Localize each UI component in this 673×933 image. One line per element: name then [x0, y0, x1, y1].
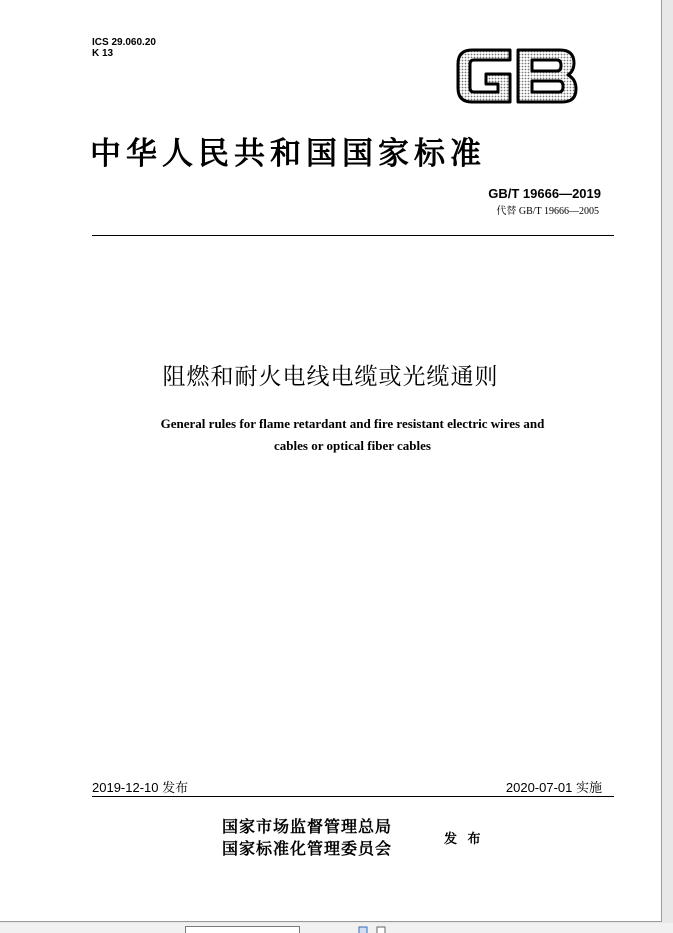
- standard-number: GB/T 19666—2019: [488, 186, 601, 201]
- header-divider: [92, 235, 614, 236]
- title-en-line1: General rules for flame retardant and fire resistant electric wires and: [160, 416, 545, 431]
- page-number-input[interactable]: [185, 926, 300, 933]
- implementation-date: 2020-07-01 实施: [505, 780, 602, 795]
- issuing-authorities: [222, 816, 392, 860]
- issuer-samr: 国家市场监督管理总局: [222, 817, 393, 836]
- publish-label: 发 布: [444, 832, 484, 847]
- k-class-code: K 13: [92, 48, 114, 59]
- gb-logo-icon: [452, 44, 580, 108]
- issuer-sac: 国家标准化管理委员会: [222, 839, 393, 858]
- document-title-cn: 阻燃和耐火电线电缆或光缆通则: [162, 364, 499, 390]
- fit-page-icon[interactable]: [358, 926, 368, 933]
- footer-divider: [92, 796, 614, 797]
- classification-codes: [92, 37, 156, 59]
- national-standard-title: 中华人民共和国国家标准: [90, 136, 486, 172]
- viewer-toolbar: [0, 923, 673, 933]
- title-en-line2: cables or optical fiber cables: [274, 438, 431, 453]
- page-view-icon[interactable]: [376, 926, 386, 933]
- document-title-en: [100, 413, 605, 457]
- replaces-standard: 代替 GB/T 19666—2005: [496, 206, 599, 217]
- issue-date: 2019-12-10 发布: [92, 780, 189, 795]
- ics-code: ICS 29.060.20: [92, 37, 156, 48]
